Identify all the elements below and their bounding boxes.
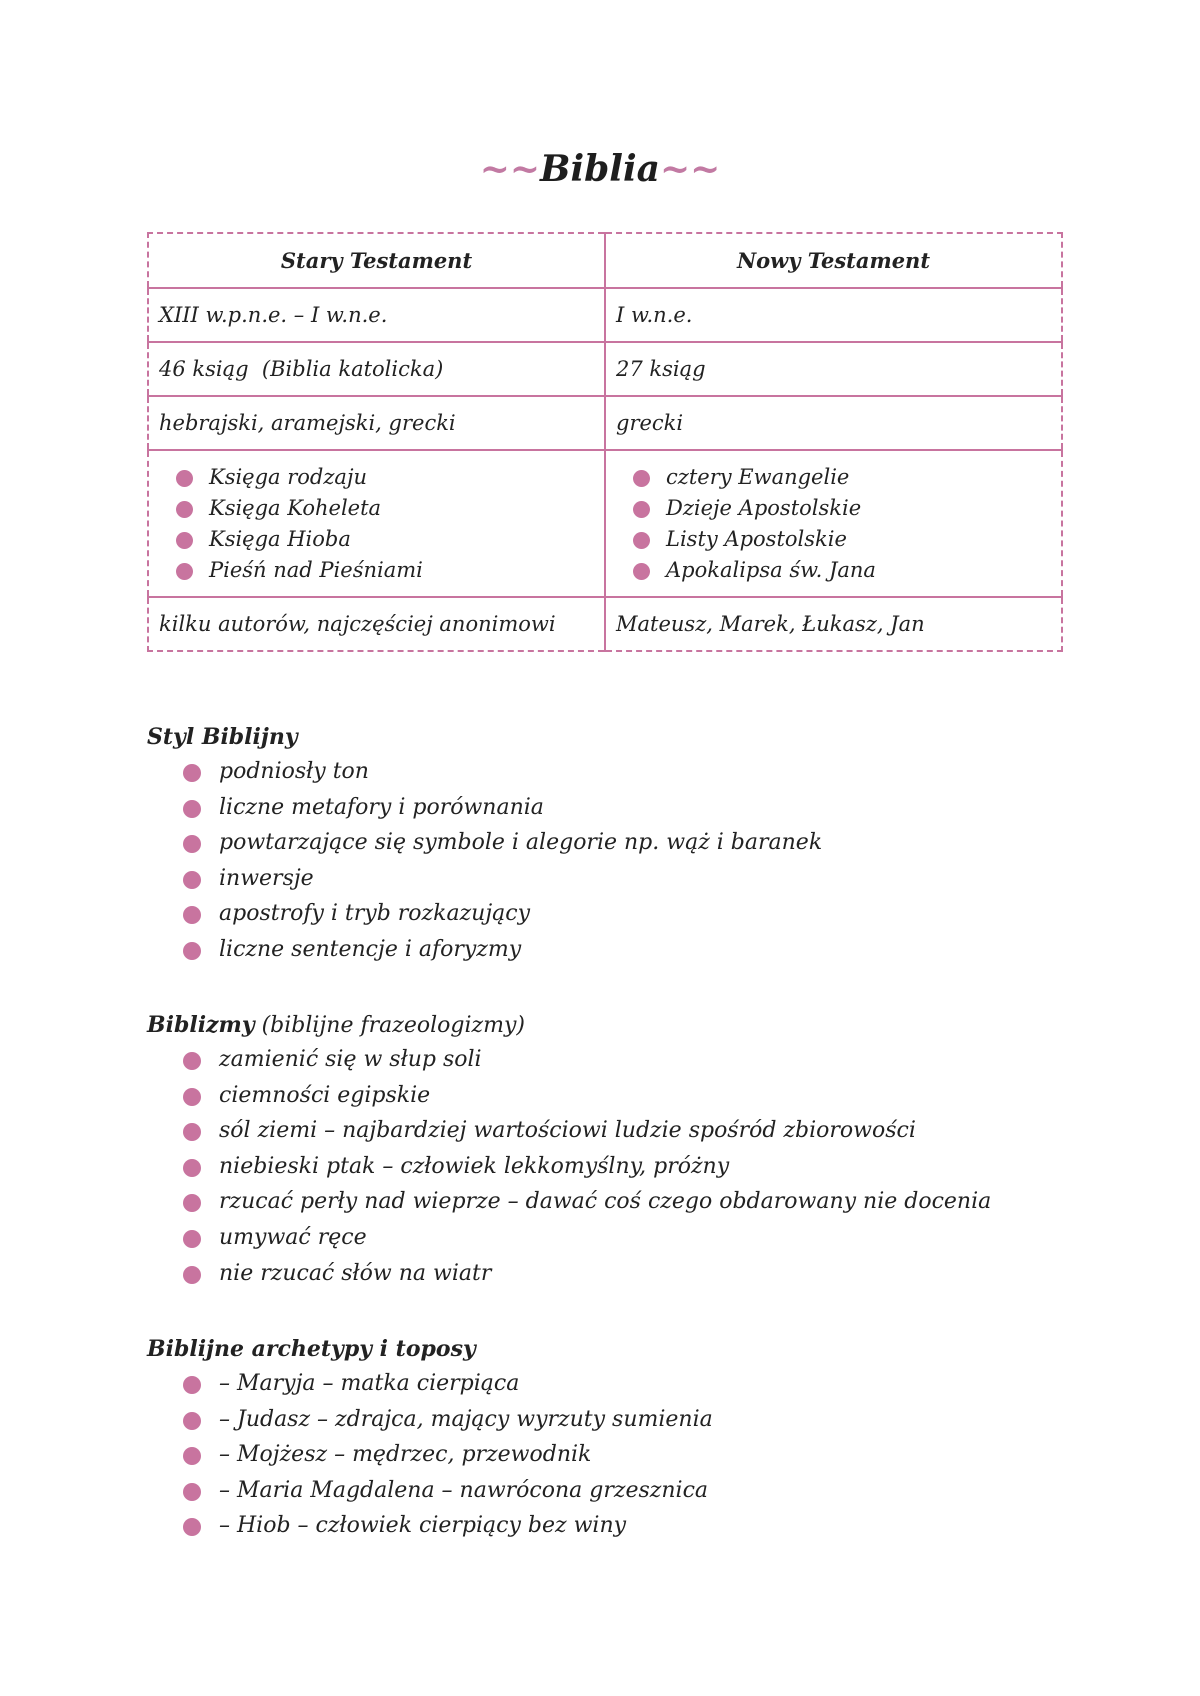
header-old-testament: Stary Testament [148,233,605,288]
old-books-list [159,462,594,586]
list-item: niebieski ptak – człowiek lekkomyślny, próżny [219,1149,1047,1185]
list-item: – Mojżesz – mędrzec, przewodnik [219,1437,1047,1473]
cell-new-languages: grecki [605,396,1062,450]
table-row-period [148,288,1062,342]
list-item: apostrofy i tryb rozkazujący [219,896,1047,932]
section-biblizmy [147,1008,1047,1291]
table-row-books [148,450,1062,597]
list-item: Pieśń nad Pieśniami [209,555,594,586]
cell-new-books [605,450,1062,597]
list-item: umywać ręce [219,1220,1047,1256]
testament-comparison-table [147,232,1063,652]
cell-old-authors: kilku autorów, najczęściej anonimowi [148,597,605,651]
section-heading: Styl Biblijny [147,724,298,750]
list-item: powtarzające się symbole i alegorie np. wąż i baranek [219,825,1047,861]
section-heading [147,1008,1047,1042]
list-item: sól ziemi – najbardziej wartościowi ludzie spośród zbiorowości [219,1113,1047,1149]
new-books-list [616,462,1051,586]
page-title [0,148,1200,190]
table-row-books-count [148,342,1062,396]
list-item: Dzieje Apostolskie [666,493,1051,524]
section-heading: Biblijne archetypy i toposy [147,1336,476,1362]
list-item: – Maria Magdalena – nawrócona grzesznica [219,1473,1047,1509]
list-item: Księga Koheleta [209,493,594,524]
list-item: liczne sentencje i aforyzmy [219,932,1047,968]
title-decoration-right: ~~ [659,148,721,190]
title-text: Biblia [540,148,660,190]
table-row-languages [148,396,1062,450]
table-header-row [148,233,1062,288]
styl-list [147,754,1047,968]
list-item: – Judasz – zdrajca, mający wyrzuty sumienia [219,1402,1047,1438]
list-item: – Hiob – człowiek cierpiący bez winy [219,1508,1047,1544]
cell-new-books-count: 27 ksiąg [605,342,1062,396]
title-decoration-left: ~~ [479,148,541,190]
cell-old-books [148,450,605,597]
list-item: rzucać perły nad wieprze – dawać coś czego obdarowany nie docenia [219,1184,1047,1220]
list-item: inwersje [219,861,1047,897]
list-item: Księga rodzaju [209,462,594,493]
list-item: Księga Hioba [209,524,594,555]
list-item: podniosły ton [219,754,1047,790]
cell-old-languages: hebrajski, aramejski, grecki [148,396,605,450]
list-item: nie rzucać słów na wiatr [219,1256,1047,1292]
list-item: – Maryja – matka cierpiąca [219,1366,1047,1402]
cell-old-period: XIII w.p.n.e. – I w.n.e. [148,288,605,342]
list-item: liczne metafory i porównania [219,790,1047,826]
table-row-authors [148,597,1062,651]
cell-old-books-count: 46 ksiąg (Biblia katolicka) [148,342,605,396]
biblizmy-subheading: (biblijne frazeologizmy) [254,1013,525,1038]
header-new-testament: Nowy Testament [605,233,1062,288]
archetypy-list [147,1366,1047,1544]
section-styl-biblijny [147,720,1047,968]
cell-new-period: I w.n.e. [605,288,1062,342]
list-item: Apokalipsa św. Jana [666,555,1051,586]
list-item: cztery Ewangelie [666,462,1051,493]
list-item: ciemności egipskie [219,1078,1047,1114]
list-item: zamienić się w słup soli [219,1042,1047,1078]
cell-new-authors: Mateusz, Marek, Łukasz, Jan [605,597,1062,651]
biblizmy-list [147,1042,1047,1291]
list-item: Listy Apostolskie [666,524,1051,555]
section-archetypy [147,1332,1047,1544]
biblizmy-heading: Biblizmy [147,1012,255,1038]
